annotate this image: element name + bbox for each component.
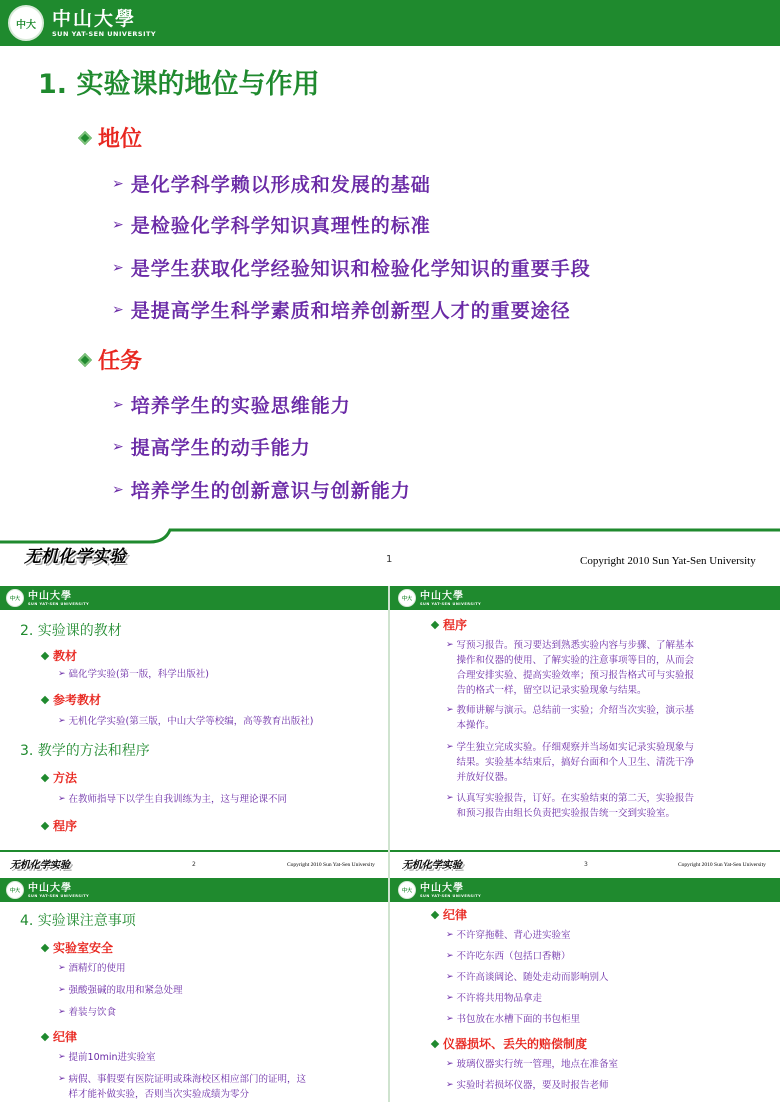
page-title: 2. 实验课的教材 [20,623,122,639]
arrow-bullet-icon: ➢ [446,1059,454,1069]
list-item: ➢ 提高学生的动手能力 [112,437,311,459]
arrow-bullet-icon: ➢ [58,1007,66,1017]
copyright: Copyright 2010 Sun Yat-Sen University [580,555,756,567]
slide-3 [390,586,780,876]
arrow-bullet-icon: ➢ [112,301,125,318]
diamond-bullet-icon [41,695,49,703]
arrow-bullet-icon: ➢ [58,1052,66,1062]
list-item: ➢ 础化学实验(第一版，科学出版社) [58,669,209,680]
university-seal-icon: 中大 [398,589,416,607]
university-seal-icon: 中大 [8,5,44,41]
university-logo [8,5,156,41]
university-logo [6,881,89,899]
list-item: ➢ 不许吃东西（包括口香糖） [446,951,571,962]
arrow-bullet-icon: ➢ [58,1074,66,1084]
list-item: ➢ 是学生获取化学经验知识和检验化学知识的重要手段 [112,258,591,280]
heading-discipline: 纪律 [432,906,467,923]
heading-textbook: 教材 [42,647,77,664]
diamond-bullet-icon [41,651,49,659]
copyright: Copyright 2010 Sun Yat-Sen University [678,862,766,868]
arrow-bullet-icon: ➢ [112,175,125,192]
arrow-bullet-icon: ➢ [446,930,454,940]
page-title: 1. 实验课的地位与作用 [38,69,320,100]
arrow-bullet-icon: ➢ [112,396,125,413]
list-item: ➢ 玻璃仪器实行统一管理，地点在准备室 [446,1059,619,1070]
list-item: ➢ 学生独立完成实验。仔细观察并当场如实记录实验现象与 结果。实验基本结束后，搞好台面和个人卫生、清洗干净 并放好仪器。 [446,742,695,783]
logo-en: SUN YAT-SEN UNIVERSITY [28,893,90,898]
section-heading-position: 地位 [80,122,142,153]
diamond-bullet-icon [431,1039,439,1047]
slide-header [390,878,780,902]
list-item: ➢ 着装与饮食 [58,1007,117,1018]
footer-bar [0,850,388,852]
course-name: 无机化学实验 [24,547,126,567]
heading-discipline: 纪律 [42,1028,77,1045]
diamond-bullet-icon [41,773,49,781]
arrow-bullet-icon: ➢ [446,640,454,650]
slide-header [390,586,780,610]
logo-en: SUN YAT-SEN UNIVERSITY [420,601,482,606]
slide-2 [0,586,388,876]
heading-method: 方法 [42,769,77,786]
logo-cn: 中山大學 [52,8,137,30]
footer-bar [390,850,780,852]
list-item: ➢ 实验时若损坏仪器，要及时报告老师 [446,1080,609,1091]
logo-en: SUN YAT-SEN UNIVERSITY [420,893,482,898]
university-logo [6,589,89,607]
arrow-bullet-icon: ➢ [58,963,66,973]
diamond-bullet-icon [78,130,92,144]
list-item: ➢ 培养学生的创新意识与创新能力 [112,480,411,502]
course-name: 无机化学实验 [402,860,462,871]
copyright: Copyright 2010 Sun Yat-Sen University [287,862,375,868]
slide-footer [390,848,780,876]
arrow-bullet-icon: ➢ [446,793,454,803]
logo-cn: 中山大學 [28,590,72,602]
arrow-bullet-icon: ➢ [446,1080,454,1090]
page-number: 1 [386,554,393,565]
diamond-bullet-icon [41,943,49,951]
list-item: ➢ 是提高学生科学素质和培养创新型人才的重要途径 [112,300,571,322]
slide-5 [390,878,780,1102]
logo-en: SUN YAT-SEN UNIVERSITY [28,601,90,606]
list-item: ➢ 强酸强碱的取用和紧急处理 [58,985,183,996]
diamond-bullet-icon [41,821,49,829]
university-seal-icon: 中大 [6,589,24,607]
diamond-bullet-icon [41,1032,49,1040]
course-name: 无机化学实验 [10,860,70,871]
logo-cn: 中山大學 [28,882,72,894]
section-heading-task: 任务 [80,344,142,375]
slide-header [0,586,388,610]
slide-footer [0,520,780,586]
university-logo [398,589,481,607]
arrow-bullet-icon: ➢ [58,716,66,726]
university-logo [398,881,481,899]
diamond-bullet-icon [431,620,439,628]
page-title: 4. 实验课注意事项 [20,913,136,929]
arrow-bullet-icon: ➢ [446,742,454,752]
logo-cn: 中山大學 [420,590,464,602]
list-item: ➢ 是检验化学科学知识真理性的标准 [112,215,431,237]
section-title: 3. 教学的方法和程序 [20,743,150,759]
list-item: ➢ 认真写实验报告，订好。在实验结束的第二天，实验报告 和预习报告由组长负责把实验报告统一交到实验室。 [446,793,695,819]
list-item: ➢ 写预习报告。预习要达到熟悉实验内容与步骤、了解基本 操作和仪器的使用、了解实验的注意事项等目的，从而会 合理安排实验、提高实验效率；预习报告格式可与实验报 告的格式一样，留空以记录实验现象与结果。 [446,640,695,696]
list-item: ➢ 不许将共用物品拿走 [446,993,543,1004]
arrow-bullet-icon: ➢ [112,259,125,276]
arrow-bullet-icon: ➢ [112,438,125,455]
page-number: 3 [584,861,588,868]
slide-header [0,0,780,46]
logo-en: SUN YAT-SEN UNIVERSITY [52,30,157,38]
heading-lab-safety: 实验室安全 [42,939,113,956]
list-item: ➢ 不许穿拖鞋、背心进实验室 [446,930,571,941]
heading-reference: 参考教材 [42,691,101,708]
arrow-bullet-icon: ➢ [58,985,66,995]
university-seal-icon: 中大 [398,881,416,899]
arrow-bullet-icon: ➢ [112,481,125,498]
diamond-bullet-icon [431,910,439,918]
university-seal-icon: 中大 [6,881,24,899]
diamond-bullet-icon [78,352,92,366]
slide-4 [0,878,388,1102]
heading-procedure: 程序 [432,616,467,633]
arrow-bullet-icon: ➢ [446,993,454,1003]
arrow-bullet-icon: ➢ [446,972,454,982]
page-number: 2 [192,861,196,868]
list-item: ➢ 在教师指导下以学生自我训练为主，这与理论课不同 [58,794,288,805]
list-item: ➢ 不许高谈阔论、随处走动而影响别人 [446,972,609,983]
slide-footer [0,848,388,876]
logo-cn: 中山大學 [420,882,464,894]
arrow-bullet-icon: ➢ [112,216,125,233]
list-item: ➢ 无机化学实验(第三版，中山大学等校编，高等教育出版社) [58,716,314,727]
list-item: ➢ 培养学生的实验思维能力 [112,395,351,417]
list-item: ➢ 病假、事假要有医院证明或珠海校区相应部门的证明，这 样才能补做实验，否则当次实验成绩为零分 [58,1074,307,1100]
arrow-bullet-icon: ➢ [446,705,454,715]
list-item: ➢ 提前10min进实验室 [58,1052,156,1063]
arrow-bullet-icon: ➢ [58,669,66,679]
list-item: ➢ 教师讲解与演示。总结前一实验；介绍当次实验，演示基 本操作。 [446,705,695,731]
heading-procedure: 程序 [42,817,77,834]
list-item: ➢ 酒精灯的使用 [58,963,126,974]
arrow-bullet-icon: ➢ [446,951,454,961]
arrow-bullet-icon: ➢ [58,794,66,804]
heading-compensation: 仪器损坏、丢失的赔偿制度 [432,1035,587,1052]
slide-header [0,878,388,902]
list-item: ➢ 书包放在水槽下面的书包柜里 [446,1014,581,1025]
arrow-bullet-icon: ➢ [446,1014,454,1024]
list-item: ➢ 是化学科学赖以形成和发展的基础 [112,174,431,196]
